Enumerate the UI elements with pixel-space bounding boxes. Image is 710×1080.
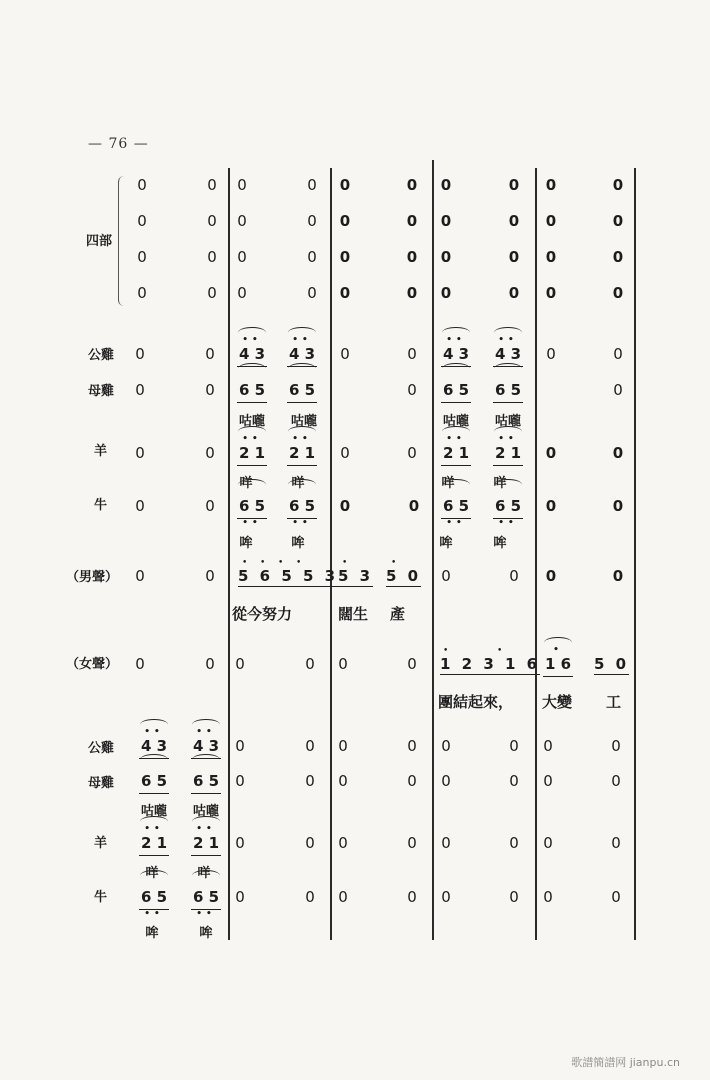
melody-women-a: 1 2 3 1 6 [440, 655, 541, 673]
zero-cell: 0 [440, 176, 452, 194]
label-nan: （男聲） [66, 570, 119, 585]
note-group: 6 5 [235, 381, 269, 399]
zero-cell: 0 [408, 497, 420, 515]
label-yang: 羊 [94, 444, 108, 459]
zero-cell: 0 [612, 444, 624, 462]
label-niu-2: 牛 [94, 890, 108, 905]
page-number: — 76 — [88, 136, 149, 152]
zero-cell: 0 [612, 497, 624, 515]
zero-cell: 0 [406, 212, 418, 230]
zero-cell: 0 [205, 567, 215, 585]
zero-cell: 0 [135, 444, 145, 462]
zero-cell: 0 [441, 772, 451, 790]
zero-cell: 0 [135, 567, 145, 585]
zero-cell: 0 [543, 772, 553, 790]
zero-cell: 0 [305, 888, 315, 906]
note-group: 6 5 •• [137, 888, 171, 906]
zero-cell: 0 [207, 212, 217, 230]
zero-cell: 0 [235, 655, 245, 673]
zero-cell: 0 [613, 381, 623, 399]
zero-cell: 0 [509, 567, 519, 585]
zero-cell: 0 [612, 284, 624, 302]
zero-cell: 0 [307, 284, 317, 302]
lyric-gudong: 咕嚨 [140, 804, 167, 819]
lyric-mou: 哞 [239, 536, 253, 551]
note-group: •• 2 1 [491, 444, 525, 462]
zero-cell: 0 [611, 737, 621, 755]
zero-cell: 0 [440, 248, 452, 266]
note-group: 6 5 •• [189, 888, 223, 906]
note-group: 6 5 •• [235, 497, 269, 515]
lyric-mie: 咩 [239, 476, 253, 491]
zero-cell: 0 [305, 737, 315, 755]
note-group: •• 2 1 [137, 834, 171, 852]
zero-cell: 0 [441, 567, 451, 585]
note-group: • 1 6 [541, 655, 575, 673]
zero-cell: 0 [235, 834, 245, 852]
zero-cell: 0 [237, 176, 247, 194]
zero-cell: 0 [543, 834, 553, 852]
note-group: •• 4 3 [439, 345, 473, 363]
zero-cell: 0 [339, 248, 351, 266]
zero-cell: 0 [509, 834, 519, 852]
melody-men-b: 5 3 [338, 567, 374, 585]
zero-cell: 0 [305, 834, 315, 852]
zero-cell: 0 [545, 248, 557, 266]
zero-cell: 0 [508, 212, 520, 230]
zero-cell: 0 [406, 176, 418, 194]
zero-cell: 0 [509, 888, 519, 906]
zero-cell: 0 [237, 284, 247, 302]
lyric-mou: 哞 [439, 536, 453, 551]
zero-cell: 0 [407, 737, 417, 755]
zero-cell: 0 [307, 176, 317, 194]
note-group: 6 5 [491, 381, 525, 399]
note-group: 6 5 [137, 772, 171, 790]
zero-cell: 0 [235, 772, 245, 790]
lyric-men-3: 產 [390, 605, 406, 623]
lyric-mou: 哞 [199, 926, 213, 941]
zero-cell: 0 [340, 345, 350, 363]
zero-cell: 0 [441, 834, 451, 852]
lyric-gudong: 咕嚨 [238, 414, 265, 429]
zero-cell: 0 [205, 381, 215, 399]
zero-cell: 0 [340, 444, 350, 462]
zero-cell: 0 [543, 737, 553, 755]
lyric-mou: 哞 [493, 536, 507, 551]
lyric-mou: 哞 [145, 926, 159, 941]
lyric-mie: 咩 [291, 476, 305, 491]
zero-cell: 0 [338, 655, 348, 673]
label-nv: （女聲） [66, 657, 119, 672]
zero-cell: 0 [546, 345, 556, 363]
lyric-women-2: 大變 [542, 693, 573, 711]
zero-cell: 0 [612, 176, 624, 194]
note-group: •• 4 3 [137, 737, 171, 755]
zero-cell: 0 [508, 176, 520, 194]
lyric-mie: 咩 [197, 866, 211, 881]
zero-cell: 0 [407, 381, 417, 399]
zero-cell: 0 [441, 737, 451, 755]
zero-cell: 0 [407, 834, 417, 852]
zero-cell: 0 [235, 888, 245, 906]
melody-dot: • [342, 558, 348, 568]
melody-dot: • [497, 646, 503, 656]
zero-cell: 0 [508, 284, 520, 302]
note-group: •• 4 3 [491, 345, 525, 363]
zero-cell: 0 [612, 567, 624, 585]
melody-dot: • [443, 646, 449, 656]
melody-men-a: 5 6 5 5 3 [238, 567, 339, 585]
zero-cell: 0 [407, 345, 417, 363]
footer-watermark: 歌譜簡譜网 jianpu.cn [571, 1056, 680, 1069]
label-gongji-2: 公雞 [88, 741, 115, 756]
melody-dot: • [260, 558, 266, 568]
zero-cell: 0 [137, 248, 147, 266]
zero-cell: 0 [545, 212, 557, 230]
note-group: 6 5 •• [439, 497, 473, 515]
lyric-gudong: 咕嚨 [290, 414, 317, 429]
note-group: •• 4 3 [189, 737, 223, 755]
lyric-women-3: 工 [606, 693, 622, 711]
zero-cell: 0 [613, 345, 623, 363]
zero-cell: 0 [339, 176, 351, 194]
zero-cell: 0 [545, 497, 557, 515]
note-group: 6 5 [285, 381, 319, 399]
zero-cell: 0 [407, 888, 417, 906]
zero-cell: 0 [305, 655, 315, 673]
zero-cell: 0 [545, 567, 557, 585]
zero-cell: 0 [545, 444, 557, 462]
label-muji-2: 母雞 [88, 776, 115, 791]
zero-cell: 0 [137, 284, 147, 302]
zero-cell: 0 [237, 248, 247, 266]
melody-dot: • [296, 558, 302, 568]
lyric-gudong: 咕嚨 [494, 414, 521, 429]
zero-cell: 0 [207, 176, 217, 194]
zero-cell: 0 [135, 381, 145, 399]
zero-cell: 0 [339, 212, 351, 230]
note-group: •• 2 1 [235, 444, 269, 462]
lyric-mie: 咩 [145, 866, 159, 881]
note-group: 6 5 •• [285, 497, 319, 515]
lyric-gudong: 咕嚨 [442, 414, 469, 429]
lyric-women-1: 團結起來， [438, 693, 514, 711]
note-group: 6 5 [189, 772, 223, 790]
zero-cell: 0 [307, 248, 317, 266]
label-niu: 牛 [94, 498, 108, 513]
melody-dot: • [391, 558, 397, 568]
label-sibu: 四部 [86, 234, 113, 249]
zero-cell: 0 [338, 737, 348, 755]
note-group: •• 4 3 [285, 345, 319, 363]
label-muji: 母雞 [88, 384, 115, 399]
zero-cell: 0 [207, 284, 217, 302]
note-group: •• 4 3 [235, 345, 269, 363]
label-yang-2: 羊 [94, 836, 108, 851]
zero-cell: 0 [543, 888, 553, 906]
zero-cell: 0 [137, 176, 147, 194]
note-group: •• 2 1 [439, 444, 473, 462]
zero-cell: 0 [237, 212, 247, 230]
zero-cell: 0 [338, 772, 348, 790]
zero-cell: 0 [407, 772, 417, 790]
melody-men-c: 5 0 [386, 567, 422, 585]
lyric-mie: 咩 [493, 476, 507, 491]
zero-cell: 0 [545, 176, 557, 194]
label-gongji: 公雞 [88, 348, 115, 363]
zero-cell: 0 [611, 888, 621, 906]
zero-cell: 0 [509, 737, 519, 755]
melody-dot: • [242, 558, 248, 568]
zero-cell: 0 [205, 444, 215, 462]
lyric-mie: 咩 [441, 476, 455, 491]
note-group: •• 2 1 [285, 444, 319, 462]
lyric-gudong: 咕嚨 [192, 804, 219, 819]
zero-cell: 0 [508, 248, 520, 266]
zero-cell: 0 [135, 655, 145, 673]
zero-cell: 0 [441, 888, 451, 906]
zero-cell: 0 [137, 212, 147, 230]
zero-cell: 0 [406, 248, 418, 266]
zero-cell: 0 [338, 834, 348, 852]
zero-cell: 0 [406, 284, 418, 302]
zero-cell: 0 [205, 497, 215, 515]
zero-cell: 0 [207, 248, 217, 266]
melody-women-b: 5 0 [594, 655, 630, 673]
note-group: 6 5 [439, 381, 473, 399]
zero-cell: 0 [205, 345, 215, 363]
zero-cell: 0 [611, 772, 621, 790]
zero-cell: 0 [205, 655, 215, 673]
lyric-men-2: 闊生 [338, 605, 369, 623]
zero-cell: 0 [135, 345, 145, 363]
note-group: 6 5 •• [491, 497, 525, 515]
lyric-mou: 哞 [291, 536, 305, 551]
zero-cell: 0 [612, 212, 624, 230]
zero-cell: 0 [440, 212, 452, 230]
zero-cell: 0 [612, 248, 624, 266]
lyric-men-1: 從今努力 [232, 605, 293, 623]
zero-cell: 0 [407, 655, 417, 673]
note-group: •• 2 1 [189, 834, 223, 852]
zero-cell: 0 [339, 284, 351, 302]
zero-cell: 0 [338, 888, 348, 906]
zero-cell: 0 [611, 834, 621, 852]
zero-cell: 0 [305, 772, 315, 790]
zero-cell: 0 [440, 284, 452, 302]
zero-cell: 0 [407, 444, 417, 462]
zero-cell: 0 [135, 497, 145, 515]
melody-dot: • [278, 558, 284, 568]
zero-cell: 0 [545, 284, 557, 302]
zero-cell: 0 [509, 772, 519, 790]
zero-cell: 0 [235, 737, 245, 755]
zero-cell: 0 [339, 497, 351, 515]
zero-cell: 0 [307, 212, 317, 230]
